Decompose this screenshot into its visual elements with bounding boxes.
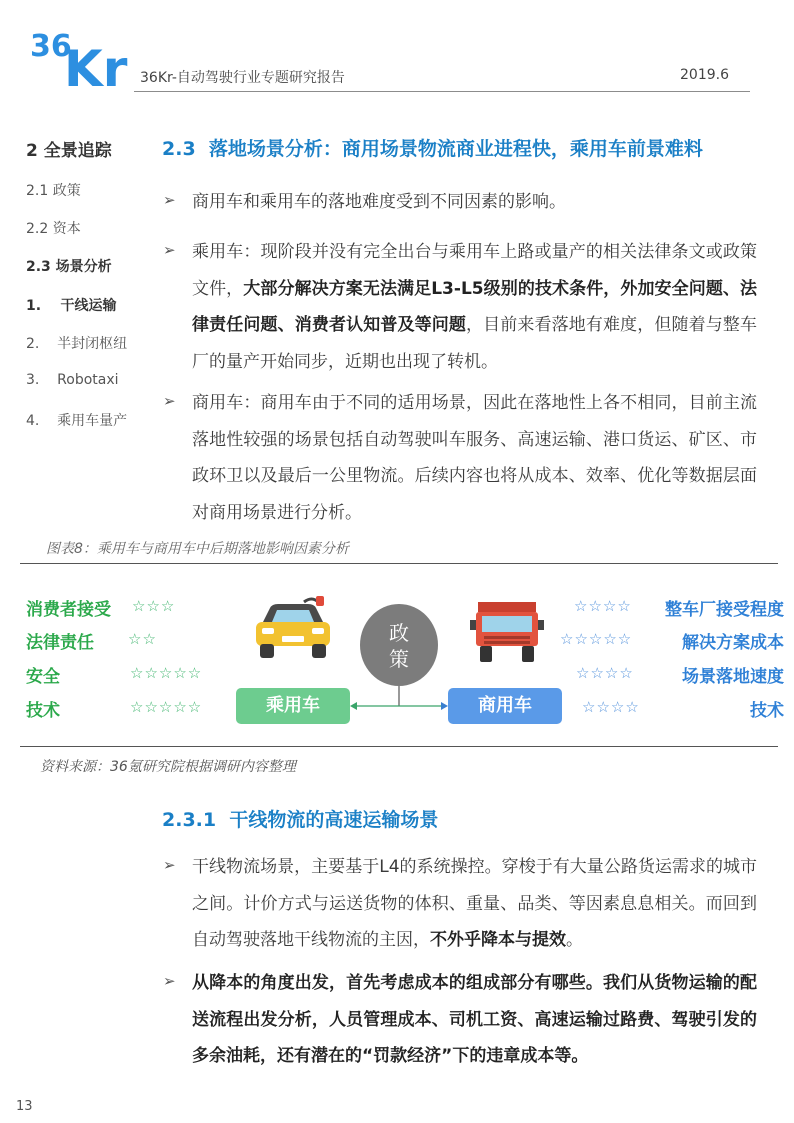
section-heading: 2.3 落地场景分析：商用场景物流商业进程快，乘用车前景难料 xyxy=(162,138,703,160)
subsection-para-1 xyxy=(192,849,757,959)
para-text: 乘用车：现阶段并没有完全出台与乘用车上路或量产的相关法律条文或政策文件， xyxy=(192,242,757,299)
left-factor-label: 消费者接受 xyxy=(26,600,111,620)
right-factor-stars: ☆☆☆☆ xyxy=(576,664,634,682)
right-factor-stars: ☆☆☆☆☆ xyxy=(560,630,633,648)
policy-char-1: 政 xyxy=(389,621,409,645)
right-factor-stars: ☆☆☆☆ xyxy=(582,698,640,716)
sidebar-section-title[interactable]: 2 全景追踪 xyxy=(26,141,112,161)
section-para-3: 商用车：商用车由于不同的适用场景，因此在落地性上各不相同，目前主流落地性较强的场景包括自动驾驶叫车服务、高速运输、港口货运、矿区、市政环卫以及最后一公里物流。后续内容也将从成本、效率、优化等数据层面对商用场景进行分析。 xyxy=(192,393,757,523)
bullet-icon: ➢ xyxy=(163,392,176,410)
figure-bottom-rule xyxy=(20,746,778,747)
passenger-car-label: 乘用车 xyxy=(236,688,350,724)
para-bold-text: 不外乎降本与提效 xyxy=(430,930,566,950)
truck-icon xyxy=(470,600,544,664)
left-factor-label: 技术 xyxy=(26,701,60,721)
connector-arrows xyxy=(340,684,460,714)
svg-text:Kr: Kr xyxy=(64,40,128,90)
left-factor-label: 法律责任 xyxy=(26,633,94,653)
policy-circle xyxy=(360,604,438,686)
left-factor-stars: ☆☆ xyxy=(128,630,157,648)
sidebar-item-mass-production[interactable]: 4. 乘用车量产 xyxy=(26,413,128,429)
left-factor-stars: ☆☆☆ xyxy=(132,597,176,615)
right-factor-stars: ☆☆☆☆ xyxy=(574,597,632,615)
bullet-icon: ➢ xyxy=(163,856,176,874)
page-number: 13 xyxy=(16,1099,33,1114)
right-factor-label: 解决方案成本 xyxy=(682,633,784,653)
bullet-icon: ➢ xyxy=(163,191,176,209)
left-factor-label: 安全 xyxy=(26,667,60,687)
header-divider xyxy=(134,91,750,92)
para-text: 。 xyxy=(566,930,583,950)
para-bold-text: 大部分解决方案无法满足L3-L5级别的技术条件，外加安全问题、法律责任问题、消费者认知普及等问题 xyxy=(192,278,757,335)
bullet-icon: ➢ xyxy=(163,972,176,990)
figure-caption: 图表8：乘用车与商用车中后期落地影响因素分析 xyxy=(46,541,349,557)
section-para-1: 商用车和乘用车的落地难度受到不同因素的影响。 xyxy=(192,192,566,212)
subsection-para-2: 从降本的角度出发，首先考虑成本的组成部分有哪些。我们从货物运输的配送流程出发分析，人员管理成本、司机工资、高速运输过路费、驾驶引发的多余油耗，还有潜在的“罚款经济”下的违章成本等。 xyxy=(192,973,757,1066)
sidebar-item-trunk[interactable]: 1. 干线运输 xyxy=(26,298,117,314)
right-factor-label: 整车厂接受程度 xyxy=(665,600,784,620)
para-text: 干线物流场景，主要基于L4的系统操控。穿梭于有大量公路货运需求的城市之间。计价方式与运送货物的体积、重量、品类、等因素息息相关。而回到自动驾驶落地干线物流的主因， xyxy=(192,857,757,950)
svg-text:36: 36 xyxy=(30,29,72,64)
sidebar-item-policy[interactable]: 2.1 政策 xyxy=(26,183,81,199)
right-factor-label: 场景落地速度 xyxy=(682,667,784,687)
policy-char-2: 策 xyxy=(389,647,409,671)
header-title: 36Kr-自动驾驶行业专题研究报告 xyxy=(140,70,345,86)
para-text: ，目前来看落地有难度，但随着与整车厂的量产开始同步，近期也出现了转机。 xyxy=(192,315,757,372)
header-date: 2019.6 xyxy=(680,67,729,83)
figure-source: 资料来源：36氪研究院根据调研内容整理 xyxy=(40,759,296,775)
sidebar-item-capital[interactable]: 2.2 资本 xyxy=(26,221,81,237)
sidebar-item-robotaxi[interactable]: 3. Robotaxi xyxy=(26,372,119,388)
commercial-vehicle-label: 商用车 xyxy=(448,688,562,724)
subsection-heading: 2.3.1 干线物流的高速运输场景 xyxy=(162,809,439,831)
sidebar-item-hub[interactable]: 2. 半封闭枢纽 xyxy=(26,336,128,352)
left-factor-stars: ☆☆☆☆☆ xyxy=(130,664,203,682)
left-factor-stars: ☆☆☆☆☆ xyxy=(130,698,203,716)
sidebar-item-scenario[interactable]: 2.3 场景分析 xyxy=(26,259,112,275)
section-para-2 xyxy=(192,234,757,380)
car-icon xyxy=(252,594,334,664)
bullet-icon: ➢ xyxy=(163,241,176,259)
figure-top-rule xyxy=(20,563,778,564)
right-factor-label: 技术 xyxy=(750,701,784,721)
logo-36kr xyxy=(30,28,140,90)
